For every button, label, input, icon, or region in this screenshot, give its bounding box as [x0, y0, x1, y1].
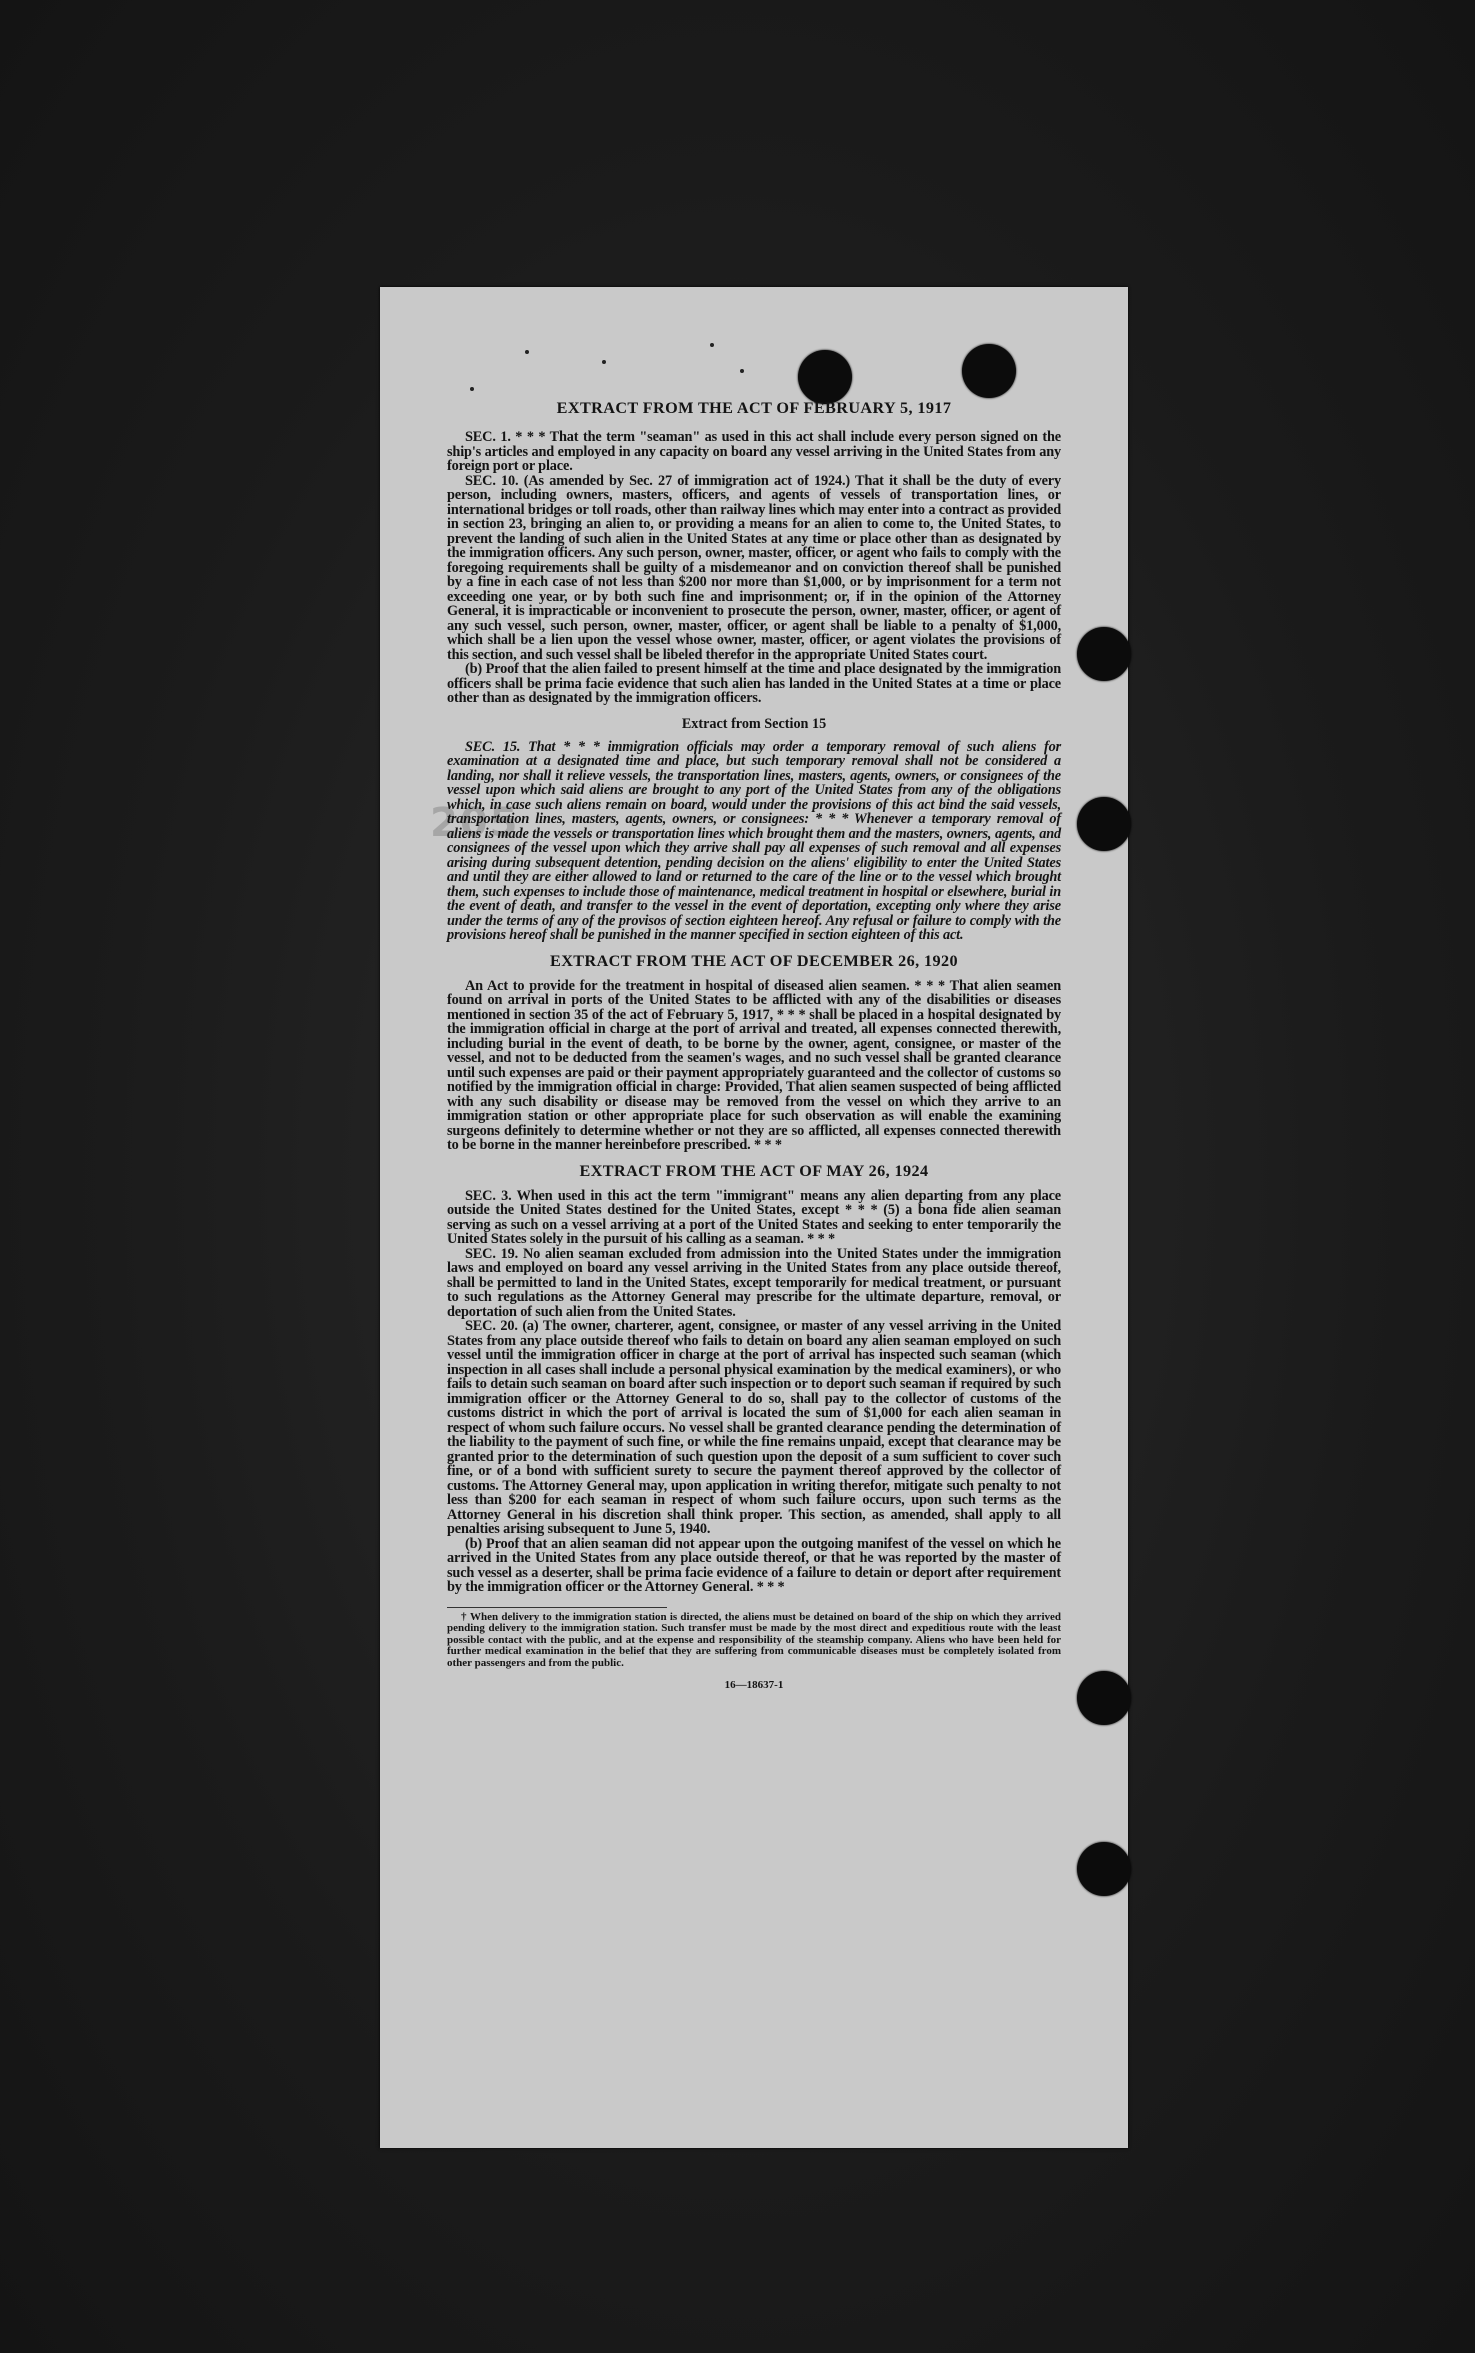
form-number: 16—18637-1 [724, 1679, 784, 1692]
paragraph: (b) Proof that the alien failed to present himself at the time and place designated by the immigration officers shall be prima facie evidence that such alien has landed in the United States at a time or place other than as designated by the immigration officers. [447, 661, 1061, 706]
punch-hole-right-1 [1077, 627, 1131, 681]
punch-hole-top-left [798, 350, 852, 404]
paragraph: SEC. 20. (a) The owner, charterer, agent, consignee, or master of any vessel arriving in the United States from any place outside thereof who fails to detain on board any alien seaman employed on such vessel until the immigration officer in charge at the port of arrival has inspected such seaman (which inspection in all cases shall include a personal physical examination by the medical examiners), or who fails to detain such seaman on board after such inspection or to deport such seaman if required by such immigration officer or the Attorney General to do so, shall pay to the collector of customs of the customs district in which the port of arrival is located the sum of $1,000 for each alien seaman in respect of whom such failure occurs. No vessel shall be granted clearance pending the determination of the liability to the payment of such fine, or while the fine remains unpaid, except that clearance may be granted prior to the determination of such question upon the deposit of a sum sufficient to cover such fine, or of a bond with sufficient surety to secure the payment thereof approved by the collector of customs. The Attorney General may, upon application in writing therefor, mitigate such penalty to not less than $200 for each seaman in respect of whom such failure occurs, upon such terms as the Attorney General in his discretion shall think proper. This section, as amended, shall apply to all penalties arising subsequent to June 5, 1940. [447, 1318, 1061, 1537]
paragraph: SEC. 15. That * * * immigration officials may order a temporary removal of such aliens for examination at a designated time and place, but such temporary removal shall not be considered a landing, nor shall it relieve vessels, the transportation lines, masters, agents, owners, or consignees of the vessel upon which said aliens are brought to any port of the United States from any of the obligations which, in case such aliens remain on board, would under the provisions of this act bind the said vessels, transportation lines, masters, agents, owners, or consignees: * * * Whenever a temporary removal of aliens is made the vessels or transportation lines which brought them and the masters, owners, agents, and consignees of the vessel upon which they arrive shall pay all expenses of such removal and all expenses arising during subsequent detention, pending decision on the aliens' eligibility to enter the United States and until they are either allowed to land or returned to the care of the line or to the vessel which brought them, such expenses to include those of maintenance, medical treatment in hospital or elsewhere, burial in the event of death, and transfer to the vessel in the event of deportation, excepting only where they arise under the terms of any of the provisos of section eighteen hereof. Any refusal or failure to comply with the provisions hereof shall be punished in the manner specified in section eighteen of this act. [447, 738, 1061, 943]
section-heading: EXTRACT FROM THE ACT OF MAY 26, 1924 [579, 1161, 929, 1180]
paragraph: SEC. 3. When used in this act the term "immigrant" means any alien departing from any place outside the United States destined for the United States, except * * * (5) a bona fide alien seaman serving as such on a vessel arriving at a port of the United States and seeking to enter temporarily the United States solely in the pursuit of his calling as a seaman. * * * [447, 1187, 1061, 1247]
faint-stamp-number: 205 [430, 800, 520, 846]
scan-speck [602, 360, 606, 364]
paragraph: (b) Proof that an alien seaman did not appear upon the outgoing manifest of the vessel on which he arrived in the United States from any place outside thereof, or that he was reported by the master of such vessel as a deserter, shall be prima facie evidence of a failure to detain or deport after requirement by the immigration officer or the Attorney General. * * * [447, 1535, 1061, 1595]
scan-speck [710, 343, 714, 347]
section-heading: EXTRACT FROM THE ACT OF DECEMBER 26, 1920 [550, 951, 958, 970]
document-body [447, 398, 1061, 1691]
document-page [380, 287, 1128, 2148]
section-heading: EXTRACT FROM THE ACT OF FEBRUARY 5, 1917 [556, 399, 952, 417]
paragraph: An Act to provide for the treatment in hospital of diseased alien seamen. * * * That alien seamen found on arrival in ports of the United States to be afflicted with any of the disabilities or diseases mentioned in section 35 of the act of February 5, 1917, * * * shall be placed in a hospital designated by the immigration official in charge at the port of arrival and treated, all expenses connected therewith, including burial in the event of death, to be borne by the owner, agent, consignee, or master of the vessel, and not to be deducted from the seamen's wages, and no such vessel shall be granted clearance until such expenses are paid or their payment appropriately guaranteed and the collector of customs so notified by the immigration official in charge: Provided, That alien seamen suspected of being afflicted with any such disability or disease may be removed from the vessel on which they arrive to an immigration station or other appropriate place for such observation as will enable the examining surgeons definitely to determine whether or not they are so afflicted, all expenses connected therewith to be borne in the manner hereinbefore prescribed. * * * [447, 977, 1061, 1153]
section-heading: Extract from Section 15 [681, 715, 827, 732]
punch-hole-right-2 [1077, 797, 1131, 851]
paragraph: SEC. 19. No alien seaman excluded from admission into the United States under the immigration laws and employed on board any vessel arriving in the United States from any place outside thereof, shall be permitted to land in the United States, except temporarily for medical treatment, or pursuant to such regulations as the Attorney General may prescribe for the ultimate departure, removal, or deportation of such alien from the United States. [447, 1245, 1061, 1320]
scan-speck [525, 350, 529, 354]
punch-hole-right-3 [1077, 1671, 1131, 1725]
footnote: † When delivery to the immigration station is directed, the aliens must be detained on board of the ship on which they arrived pending delivery to the immigration station. Such transfer must be made by the most direct and expeditious route with the least possible contact with the public, and at the expense and responsibility of the steamship company. Aliens who have been held for further medical examination in the belief that they are suffering from communicable diseases must be completely isolated from other passengers and from the public. [447, 1610, 1061, 1669]
paragraph: SEC. 10. (As amended by Sec. 27 of immigration act of 1924.) That it shall be the duty of every person, including owners, masters, officers, and agents of vessels of transportation lines, or international bridges or toll roads, other than railway lines which may enter into a contract as provided in section 23, bringing an alien to, or providing a means for an alien to come to, the United States, to prevent the landing of such alien in the United States at any time or place other than as designated by the immigration officers. Any such person, owner, master, officer, or agent who fails to comply with the foregoing requirements shall be guilty of a misdemeanor and on conviction thereof shall be punished by a fine in each case of not less than $200 nor more than $1,000, or by imprisonment for a term not exceeding one year, or by both such fine and imprisonment; or, if in the opinion of the Attorney General, it is impracticable or inconvenient to prosecute the person, owner, master, officer, or agent of any such vessel, such person, owner, master, officer, or agent shall be liable to a penalty of $1,000, which shall be a lien upon the vessel whose owner, master, officer, or agent violates the provisions of this section, and such vessel shall be libeled therefor in the appropriate United States court. [447, 472, 1061, 663]
scan-speck [470, 387, 474, 391]
paragraph: SEC. 1. * * * That the term "seaman" as used in this act shall include every person signed on the ship's articles and employed in any capacity on board any vessel arriving in the United States from any foreign port or place. [447, 429, 1061, 474]
punch-hole-top-right [962, 344, 1016, 398]
footnote-divider [447, 1607, 667, 1608]
scan-speck [740, 369, 744, 373]
punch-hole-right-4 [1077, 1842, 1131, 1896]
